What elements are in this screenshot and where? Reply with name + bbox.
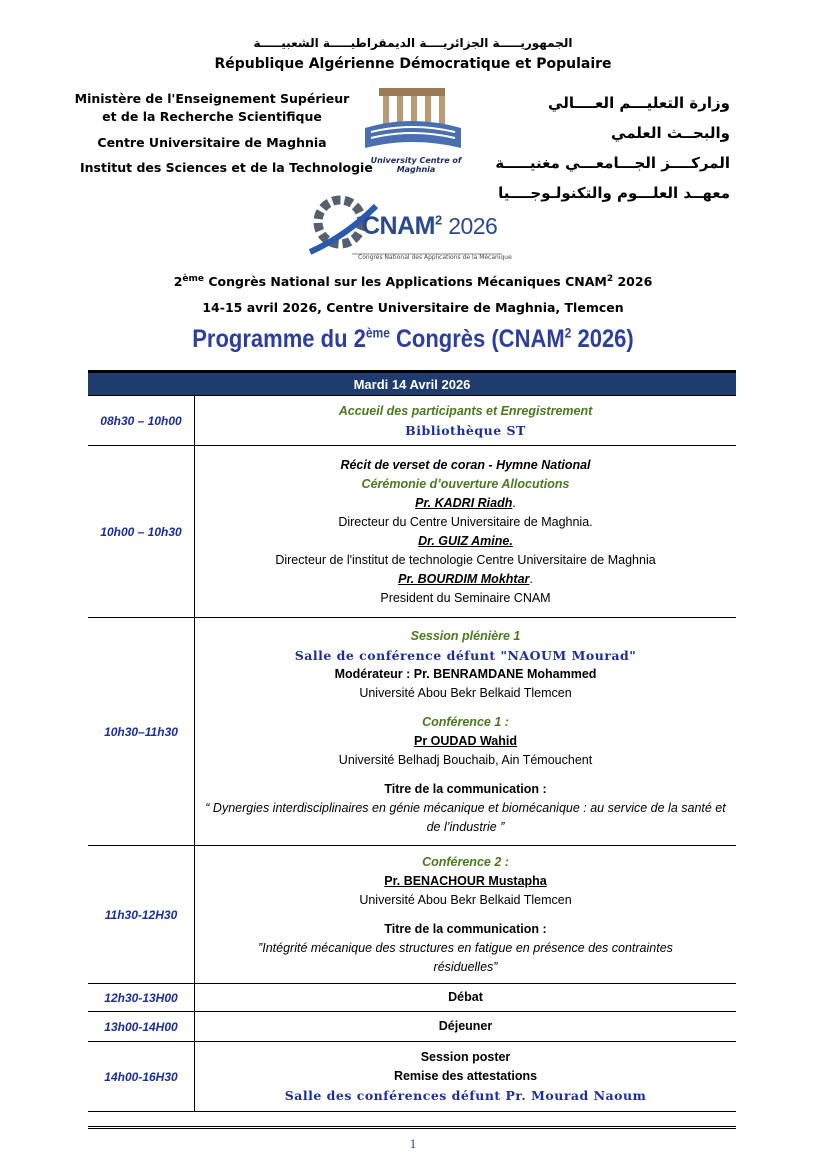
arabic-institute: معهــد العلـــوم والتكنولـوجــــيا: [498, 184, 730, 202]
table-row: [88, 846, 736, 984]
day-header-row: [88, 372, 736, 396]
ministry-block-ar: [490, 88, 730, 208]
content-cell: Déjeuner: [195, 1012, 737, 1042]
content-cell: Session plénière 1 Salle de conférence défunt "NAOUM Mourad" Modérateur : Pr. BENRAMDANE Mohammed Université Abou Bekr Belkaid Tlemcen Conférence 1 : Pr OUDAD Wahid Université Belhadj Bouchaib, Ain Témouchent Titre de la communication : “ Dynergies interdisciplinaires en génie mécanique et biomécanique : au service de la santé et de l’industrie ”: [195, 618, 737, 846]
university-logo-caption: University Centre of Maghnia: [370, 156, 462, 174]
centre-name: Centre Universitaire de Maghnia: [97, 135, 327, 150]
bottom-rule: [88, 1126, 736, 1129]
content-cell: Session poster Remise des attestations Salle des conférences défunt Pr. Mourad Naoum: [195, 1042, 737, 1112]
time-cell: 11h30-12H30: [88, 846, 195, 984]
congress-title: 2ème Congrès National sur les Applications Mécaniques CNAM$^2$ 2026: [173, 274, 653, 290]
congress-dates: 14-15 avril 2026, Centre Universitaire de Maghnia, Tlemcen: [202, 300, 624, 315]
ministry-line1: Ministère de l'Enseignement Supérieur: [74, 91, 350, 106]
cnam-logo-text: CNAM$^2$ 2026: [362, 212, 498, 240]
table-row: [88, 984, 736, 1012]
content-cell: Débat: [195, 984, 737, 1012]
table-row: [88, 396, 736, 446]
programme-title: Programme du 2ème Congrès (CNAM$^2$ 2026): [192, 324, 634, 353]
republic-title: République Algérienne Démocratique et Populaire: [214, 56, 612, 72]
time-cell: 08h30 – 10h00: [88, 396, 195, 446]
time-cell: 12h30-13H00: [88, 984, 195, 1012]
day-label: Mardi 14 Avril 2026: [88, 372, 736, 396]
table-row: [88, 446, 736, 618]
table-row: [88, 618, 736, 846]
time-cell: 10h00 – 10h30: [88, 446, 195, 618]
arabic-republic-title: الجمهوريـــــة الجزائريــــة الديمقراطيـــــة الشعبيـــــة: [253, 36, 573, 50]
table-row: [88, 1042, 736, 1112]
ministry-line2: et de la Recherche Scientifique: [102, 109, 322, 124]
time-cell: 10h30–11h30: [88, 618, 195, 846]
arabic-centre: المركــــز الجـــامعـــي مغنيـــــة: [495, 154, 730, 172]
table-row: [88, 1012, 736, 1042]
page-number: 1: [409, 1136, 417, 1151]
arabic-ministry: وزارة التعليـــم العــــالي والبحــث العلمي: [548, 94, 730, 142]
ministry-block-fr: [72, 90, 352, 152]
content-cell: Récit de verset de coran - Hymne National Cérémonie d’ouverture Allocutions Pr. KADRI Riadh. Directeur du Centre Universitaire de Maghnia. Dr. GUIZ Amine. Directeur de l'institut de technologie Centre Universitaire de Maghnia Pr. BOURDIM Mokhtar. President du Seminaire CNAM: [195, 446, 737, 618]
institute-name: Institut des Sciences et de la Technologie: [80, 160, 373, 175]
time-cell: 14h00-16H30: [88, 1042, 195, 1112]
programme-table: [88, 370, 736, 1112]
content-cell: Conférence 2 : Pr. BENACHOUR Mustapha Université Abou Bekr Belkaid Tlemcen Titre de la communication : ”Intégrité mécanique des structures en fatigue en présence des contraintes résiduelles”: [195, 846, 737, 984]
content-cell: Accueil des participants et Enregistrement Bibliothèque ST: [195, 396, 737, 446]
cnam-logo-subtitle: Congrès National des Applications de la Mécanique: [358, 254, 512, 261]
time-cell: 13h00-14H00: [88, 1012, 195, 1042]
